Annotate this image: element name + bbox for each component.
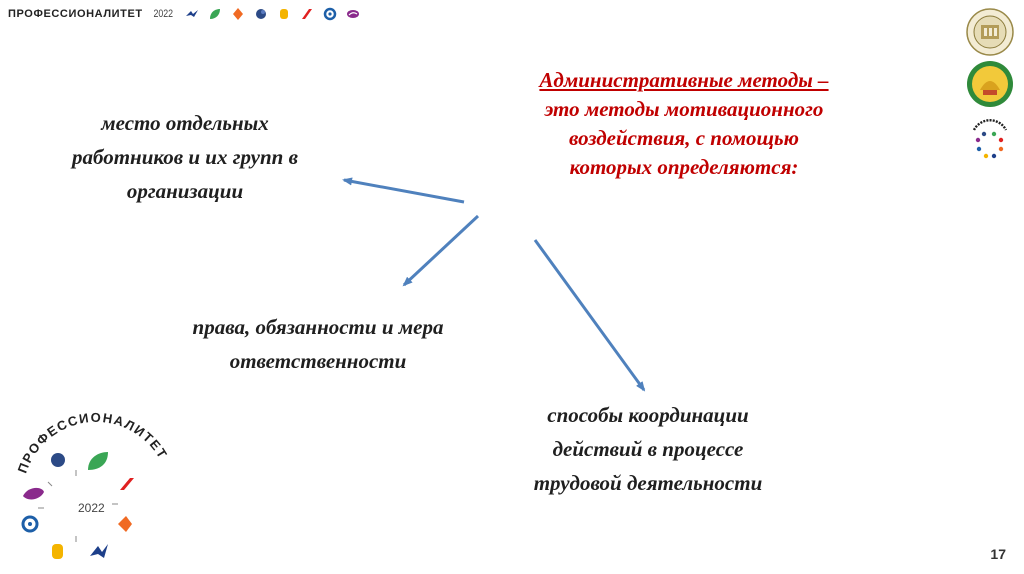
item-coordination-line-1: способы координации — [547, 403, 749, 427]
title-line-2: это методы мотивационного — [544, 97, 824, 121]
brand-year: 2022 — [153, 8, 173, 20]
arrow-to-place — [344, 180, 464, 202]
title-line-4: которых определяются: — [569, 155, 799, 179]
definition-title — [450, 66, 918, 182]
item-rights-line-2: ответственности — [229, 349, 407, 373]
title-line-1: Административные методы – — [539, 68, 829, 92]
item-place-line-2: работников и их групп в — [72, 145, 298, 169]
item-coordination-line-3: трудовой деятельности — [533, 471, 763, 495]
item-rights — [128, 310, 508, 378]
arrow-to-coordination — [535, 240, 644, 390]
item-place — [10, 106, 360, 208]
logo-brand-name: ПРОФЕССИОНАЛИТЕТ — [14, 409, 171, 476]
item-rights-line-1: права, обязанности и мера — [192, 315, 444, 339]
title-line-3: воздействия, с помощью — [569, 126, 799, 150]
item-place-line-1: место отдельных — [101, 111, 269, 135]
arrow-to-rights — [404, 216, 478, 285]
professionalitet-logo-icon — [8, 408, 178, 573]
brand-name: ПРОФЕССИОНАЛИТЕТ — [8, 8, 143, 20]
item-coordination — [468, 398, 828, 500]
logo-year: 2022 — [78, 501, 105, 515]
item-coordination-line-2: действий в процессе — [552, 437, 744, 461]
item-place-line-3: организации — [126, 179, 244, 203]
page-number: 17 — [990, 546, 1006, 562]
